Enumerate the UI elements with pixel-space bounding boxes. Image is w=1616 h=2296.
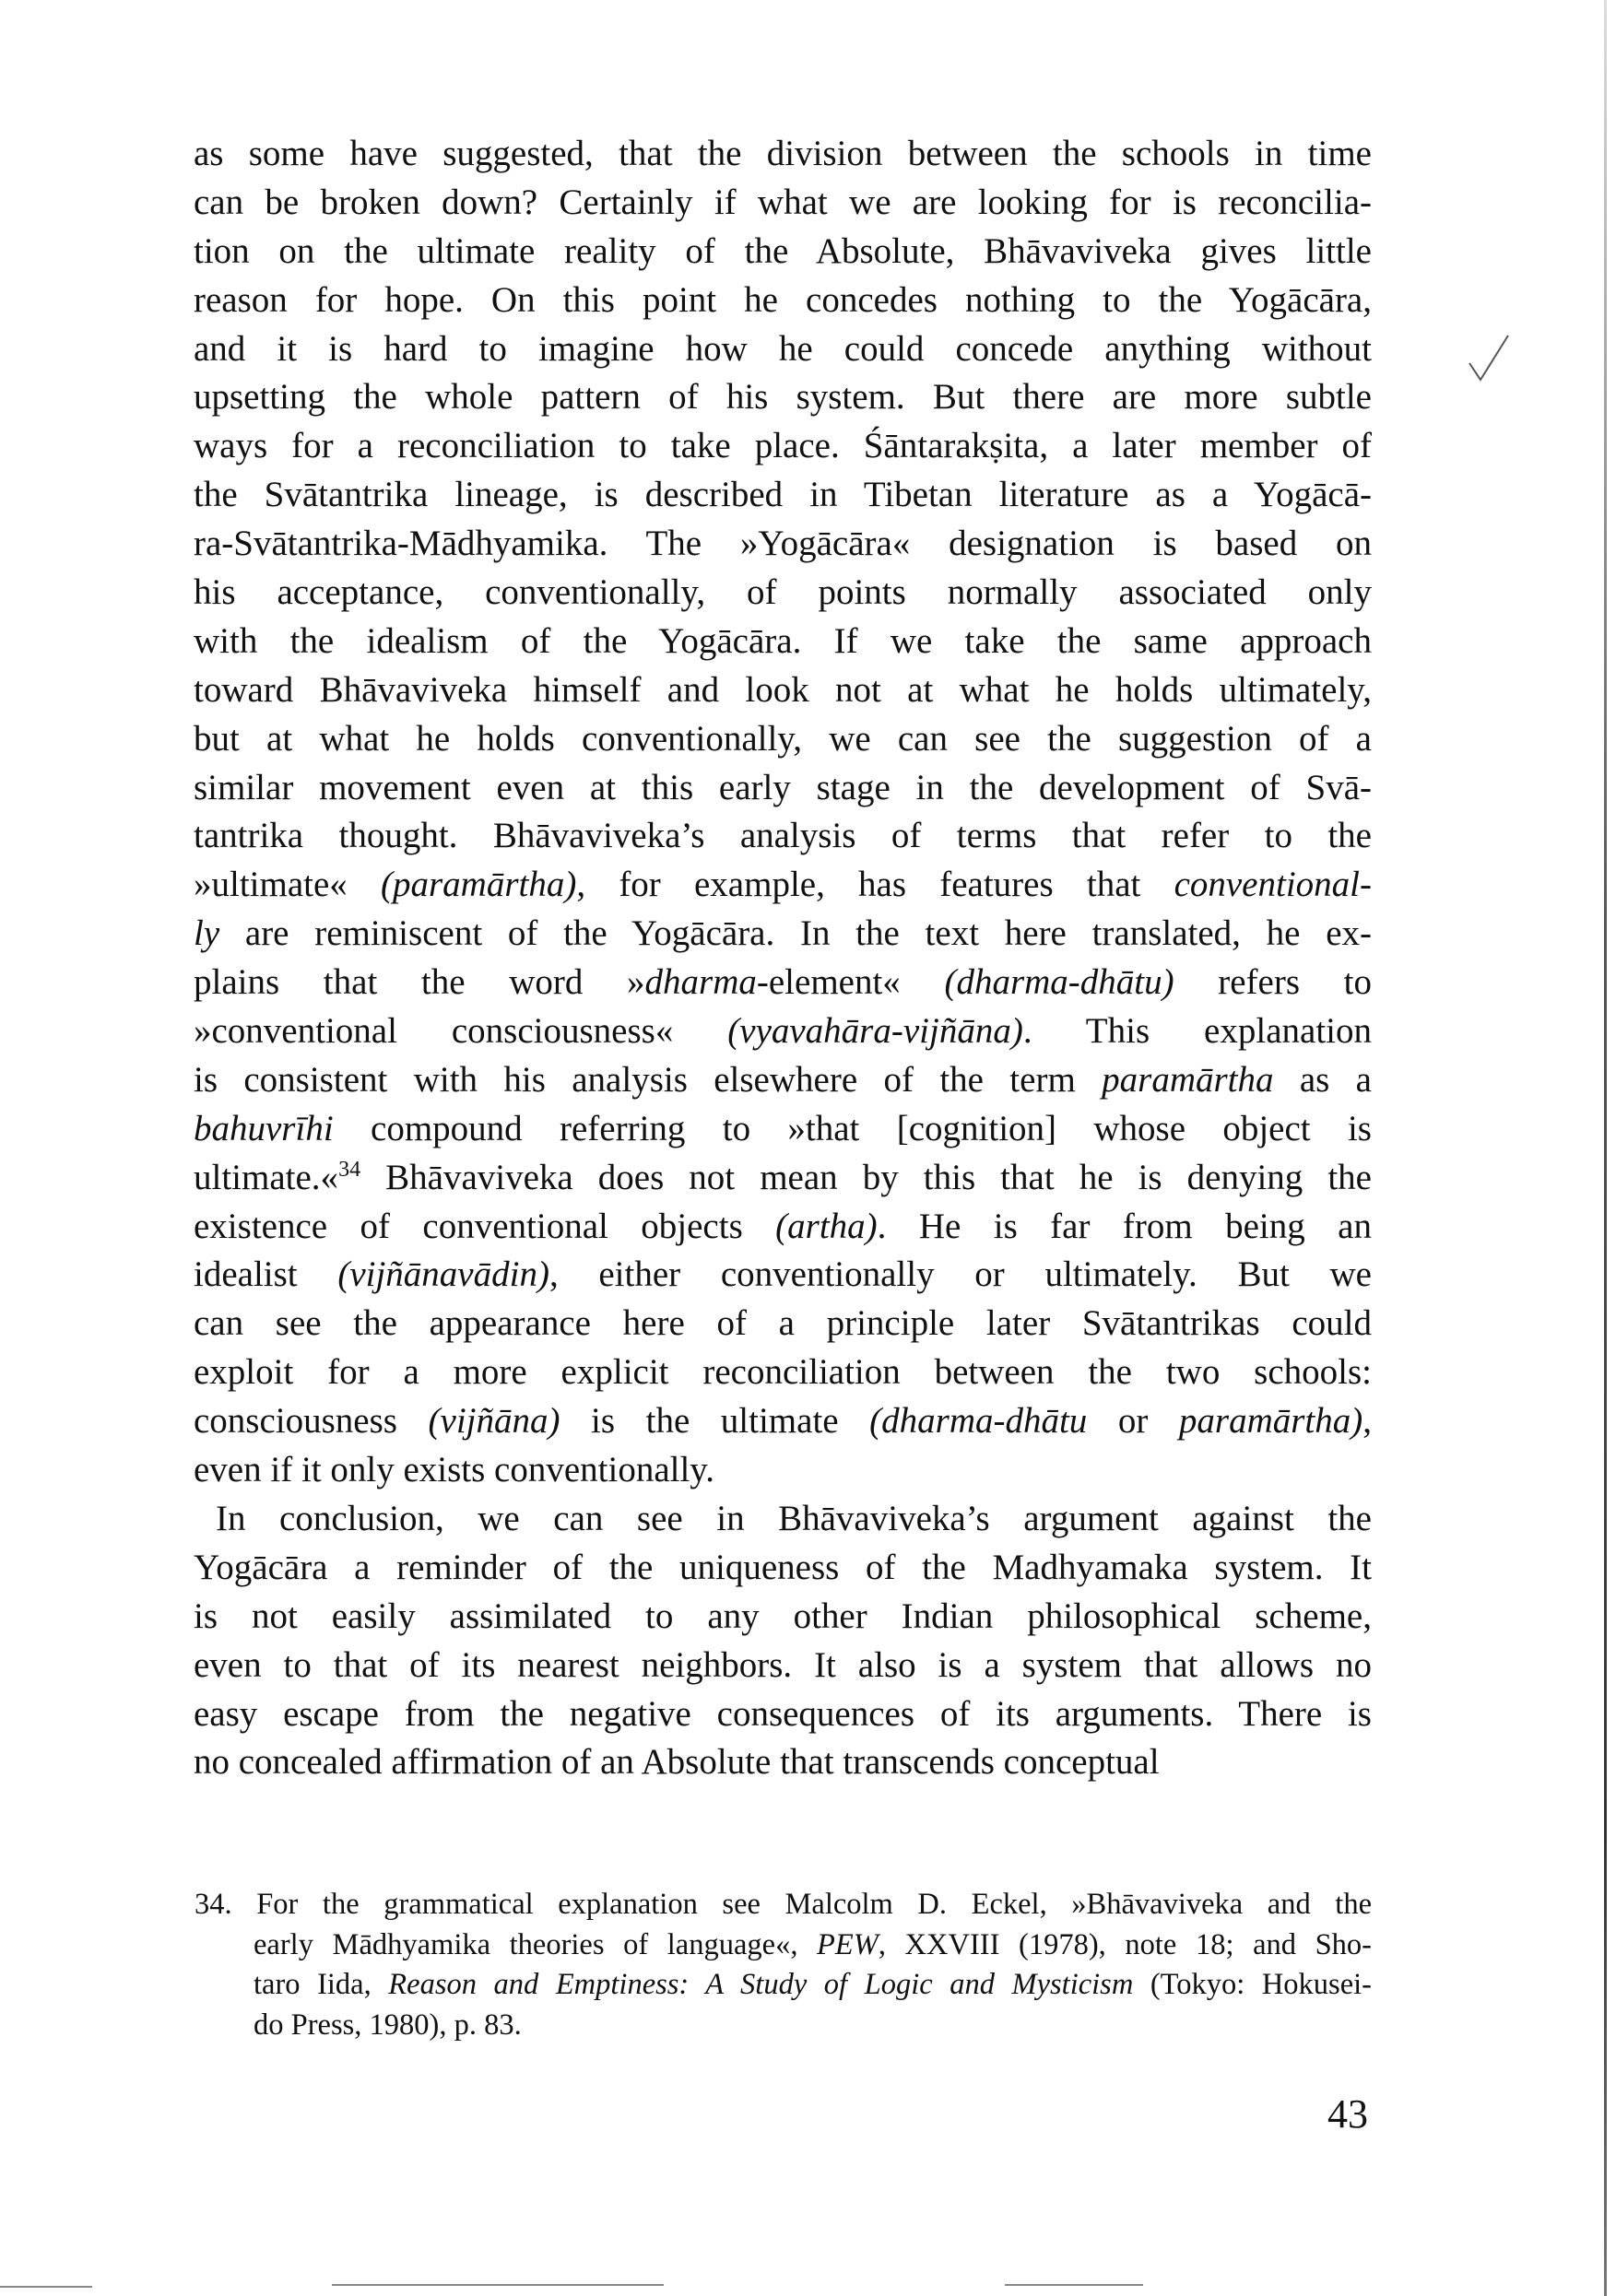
text-run: is not easily assimilated to any other Indian philosophical scheme,: [194, 1595, 1372, 1636]
text-line: [194, 764, 1372, 813]
text-run: can be broken down? Certainly if what we are looking for is reconcilia-: [194, 182, 1372, 222]
footnote-34: [195, 1885, 1372, 2046]
text-line: [194, 373, 1372, 422]
text-line: [194, 471, 1372, 520]
italic-term: (dharma-dhātu: [869, 1401, 1088, 1442]
footnote-line: [195, 1965, 1372, 2006]
checkmark-icon: [1466, 332, 1512, 387]
text-run: can see the appearance here of a principle later Svātantrikas could: [194, 1303, 1372, 1344]
text-run: early Mādhyamika theories of language«,: [254, 1927, 818, 1961]
text-line: [194, 1056, 1372, 1105]
text-line: [194, 1300, 1372, 1348]
text-line: [194, 1738, 1372, 1787]
text-run: compound referring to »that [cognition] whose object is: [333, 1108, 1372, 1148]
text-run: similar movement even at this early stage in the development of Svā-: [194, 767, 1372, 807]
text-run: , XXVIII (1978), note 18; and Sho-: [878, 1927, 1372, 1961]
text-line: [194, 910, 1372, 959]
text-run: upsetting the whole pattern of his system. But there are more subtle: [194, 377, 1372, 418]
text-line: [194, 1397, 1372, 1446]
text-line: [194, 1348, 1372, 1397]
text-run: is consistent with his analysis elsewhere of the term: [194, 1059, 1103, 1100]
text-line: [194, 1105, 1372, 1154]
text-run: existence of conventional objects: [194, 1206, 776, 1246]
text-run: even to that of its nearest neighbors. It also is a system that allows no: [194, 1644, 1372, 1685]
text-line: [194, 228, 1372, 277]
text-run: tion on the ultimate reality of the Absolute, Bhāvaviveka gives little: [194, 230, 1372, 271]
text-run: refers to: [1174, 962, 1372, 1003]
text-run: »ultimate«: [194, 865, 382, 905]
text-line: [194, 1642, 1372, 1690]
italic-term: Reason and Emptiness: A Study of Logic and Mysticism: [388, 1968, 1134, 2002]
text-run: ways for a reconciliation to take place. Śāntarakṣita, a later member of: [194, 426, 1372, 466]
text-line: [194, 1251, 1372, 1300]
text-run: Bhāvaviveka does not mean by this that he is denying the: [360, 1157, 1372, 1197]
text-run: as some have suggested, that the division between the schools in time: [194, 134, 1372, 173]
text-run: or: [1087, 1401, 1179, 1442]
page-edge-shadow: [1604, 0, 1607, 2296]
footnote-line: [195, 2006, 1372, 2046]
italic-term: (vijñāna): [428, 1401, 560, 1442]
text-line: [194, 1495, 1372, 1544]
text-run: with the idealism of the Yogācāra. If we take the same approach: [194, 620, 1372, 661]
text-line: [194, 861, 1372, 910]
text-run: Yogācāra a reminder of the uniqueness of the Madhyamaka system. It: [194, 1547, 1372, 1587]
body-text: [194, 130, 1372, 1787]
text-line: [194, 1690, 1372, 1739]
italic-term: (paramārtha): [381, 865, 577, 905]
text-run: even if it only exists conventionally.: [194, 1450, 715, 1490]
italic-term: bahuvrīhi: [194, 1108, 334, 1148]
text-line: [194, 1154, 1372, 1203]
text-run: is the ultimate: [560, 1401, 870, 1442]
text-line: [194, 569, 1372, 618]
text-run: plains that the word »: [194, 962, 645, 1003]
text-line: [194, 179, 1372, 228]
text-run: taro Iida,: [254, 1968, 389, 2002]
text-run: , either conventionally or ultimately. But we: [548, 1254, 1372, 1295]
italic-term: (artha): [775, 1206, 878, 1246]
text-run: . He is far from being an: [877, 1206, 1372, 1246]
text-line: [194, 812, 1372, 861]
italic-term: ly: [194, 913, 220, 954]
scan-artifact: [0, 2286, 92, 2288]
text-run: 34. For the grammatical explanation see Malcolm D. Eckel, »Bhāvaviveka and the: [195, 1888, 1372, 1921]
text-run: In conclusion, we can see in Bhāvaviveka’s argument against the: [216, 1498, 1372, 1538]
footnote-line: [195, 1885, 1372, 1925]
text-run: easy escape from the negative consequences of its arguments. There is: [194, 1693, 1372, 1734]
text-run: and it is hard to imagine how he could concede anything without: [194, 328, 1372, 369]
text-run: ultimate.«: [194, 1157, 339, 1197]
italic-term: (vyavahāra-vijñāna): [727, 1011, 1023, 1052]
italic-term: paramārtha: [1102, 1059, 1274, 1100]
text-run: the Svātantrika lineage, is described in Tibetan literature as a Yogācā-: [194, 475, 1372, 515]
scan-artifact: [1005, 2284, 1143, 2286]
footnote-line: [195, 1925, 1372, 1966]
text-run: but at what he holds conventionally, we can see the suggestion of a: [194, 718, 1372, 759]
italic-term: conventional-: [1174, 865, 1372, 905]
italic-term: (dharma-dhātu): [944, 962, 1174, 1003]
text-line: [194, 422, 1372, 471]
italic-term: paramārtha): [1178, 1401, 1363, 1442]
text-run: his acceptance, conventionally, of points normally associated only: [194, 572, 1372, 613]
text-run: exploit for a more explicit reconciliation between the two schools:: [194, 1352, 1372, 1393]
text-run: no concealed affirmation of an Absolute that transcends conceptual: [194, 1742, 1160, 1783]
text-run: ,: [1362, 1401, 1372, 1442]
text-line: [194, 1593, 1372, 1642]
text-run: ra-Svātantrika-Mādhyamika. The »Yogācāra« designation is based on: [194, 524, 1372, 564]
text-line: [194, 1446, 1372, 1495]
text-run: toward Bhāvaviveka himself and look not at what he holds ultimately,: [194, 669, 1372, 710]
text-run: , for example, has features that: [576, 865, 1174, 905]
text-line: [194, 618, 1372, 666]
text-line: [194, 130, 1372, 179]
text-run: (Tokyo: Hokusei-: [1133, 1968, 1372, 2002]
italic-term: (vijñānavādin): [337, 1254, 549, 1295]
text-run: do Press, 1980), p. 83.: [254, 2008, 522, 2043]
text-line: [194, 520, 1372, 569]
text-run: are reminiscent of the Yogācāra. In the text here translated, he ex-: [219, 913, 1372, 954]
text-line: [194, 666, 1372, 715]
text-line: [194, 277, 1372, 325]
text-run: reason for hope. On this point he concedes nothing to the Yogācāra,: [194, 279, 1372, 320]
italic-term: PEW: [817, 1927, 879, 1961]
text-line: [194, 959, 1372, 1007]
footnote-reference: 34: [338, 1157, 361, 1182]
scan-artifact: [332, 2284, 664, 2286]
text-line: [194, 325, 1372, 374]
text-line: [194, 1007, 1372, 1056]
text-run: consciousness: [194, 1401, 429, 1442]
text-line: [194, 1544, 1372, 1593]
text-run: »conventional consciousness«: [194, 1011, 728, 1052]
text-run: . This explanation: [1022, 1011, 1372, 1052]
italic-term: dharma: [644, 962, 757, 1003]
text-run: idealist: [194, 1254, 338, 1295]
text-run: -element«: [756, 962, 945, 1003]
text-run: tantrika thought. Bhāvaviveka’s analysis of terms that refer to the: [194, 816, 1372, 856]
page-number: 43: [1327, 2091, 1368, 2137]
text-line: [194, 715, 1372, 764]
text-run: as a: [1273, 1059, 1372, 1100]
text-line: [194, 1203, 1372, 1252]
